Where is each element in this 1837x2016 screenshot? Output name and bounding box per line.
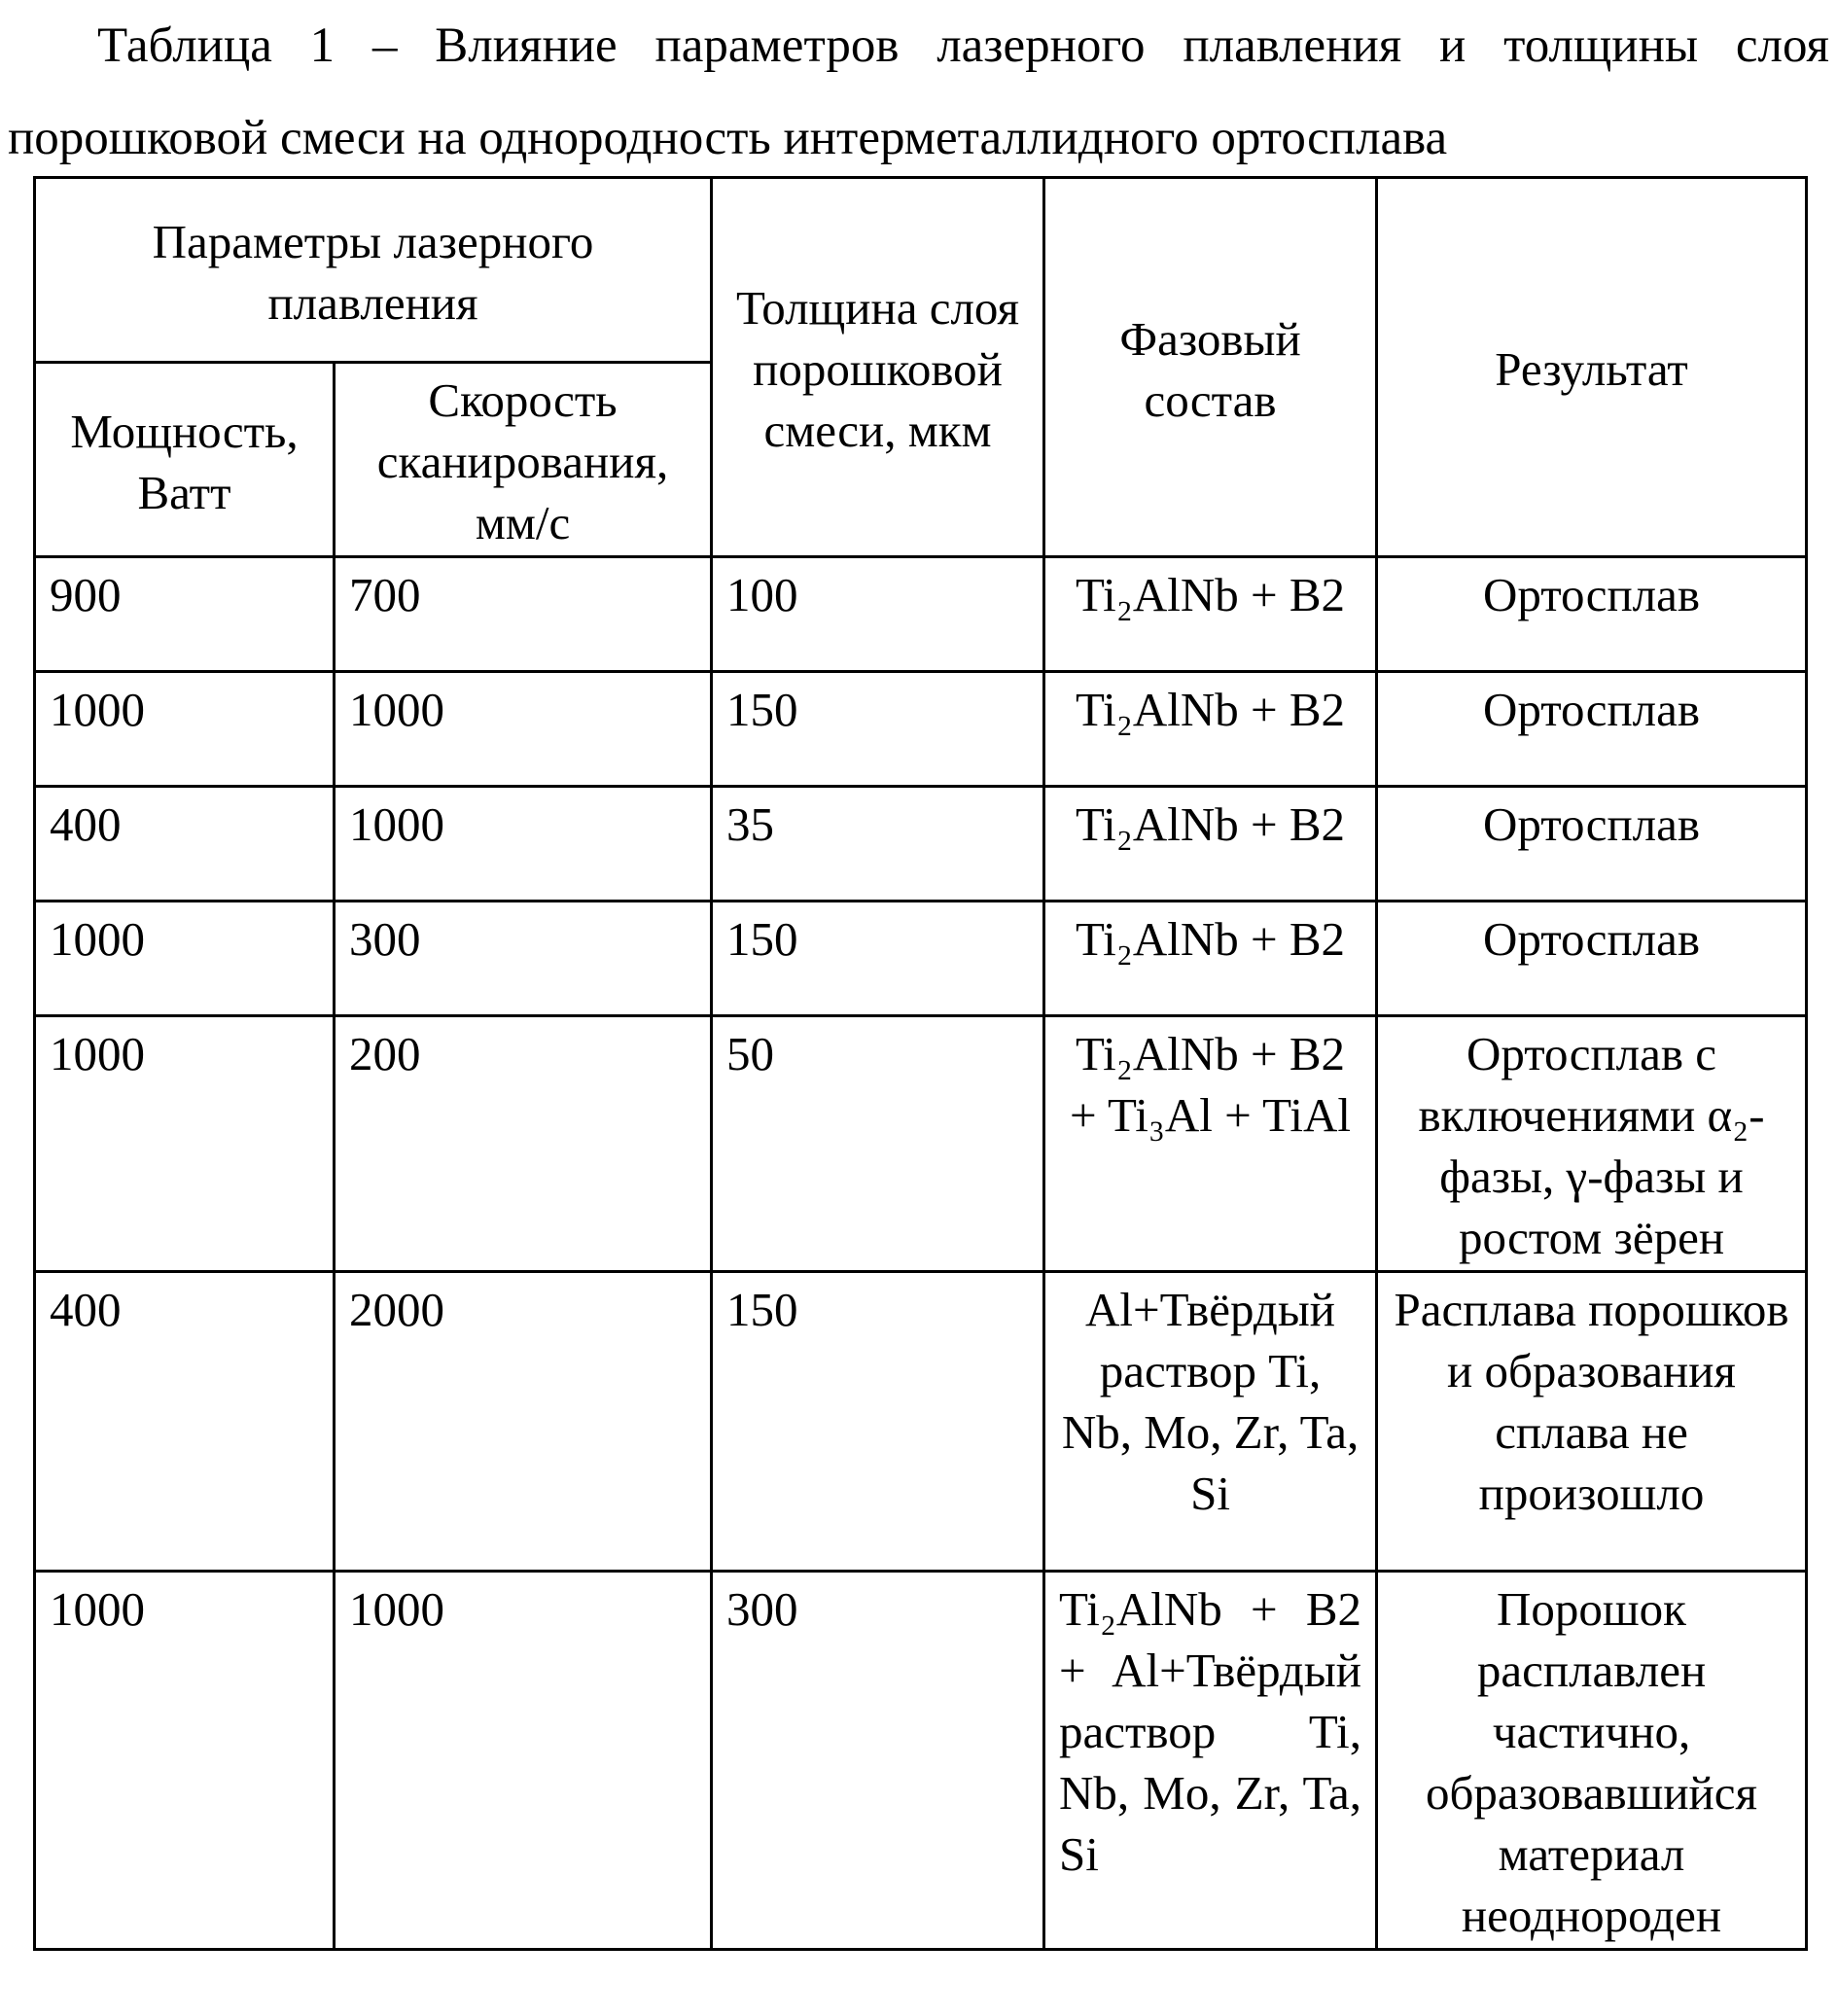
table-row xyxy=(35,557,1807,672)
table-row xyxy=(35,787,1807,902)
cell-power: 900 xyxy=(35,557,335,672)
cell-speed: 1000 xyxy=(335,1572,712,1950)
cell-result: Ортосплав xyxy=(1377,672,1807,787)
cell-thickness: 150 xyxy=(712,1272,1044,1572)
header-row-1 xyxy=(35,178,1807,363)
header-result: Результат xyxy=(1377,178,1807,557)
cell-speed: 300 xyxy=(335,902,712,1016)
cell-phase: Ti₂AlNb + B2 xyxy=(1044,787,1377,902)
header-laser-params: Параметры лазерного плавления xyxy=(35,178,712,363)
cell-thickness: 35 xyxy=(712,787,1044,902)
cell-result: Ортосплав xyxy=(1377,557,1807,672)
table-row xyxy=(35,672,1807,787)
cell-power: 1000 xyxy=(35,902,335,1016)
header-speed: Скорость сканирования, мм/с xyxy=(335,363,712,557)
results-table xyxy=(33,176,1808,1951)
cell-result: Ортосплав с включениями α₂-фазы, γ-фазы и ростом зёрен xyxy=(1377,1016,1807,1272)
cell-power: 1000 xyxy=(35,1016,335,1272)
cell-thickness: 50 xyxy=(712,1016,1044,1272)
cell-thickness: 150 xyxy=(712,672,1044,787)
caption-line-2: порошковой смеси на однородность интерметаллидного ортосплава xyxy=(8,111,1448,165)
cell-thickness: 300 xyxy=(712,1572,1044,1950)
caption-line-1: Таблица 1 – Влияние параметров лазерного плавления и толщины слоя xyxy=(97,18,1829,73)
header-thickness: Толщина слоя порошковой смеси, мкм xyxy=(712,178,1044,557)
header-phase: Фазовый состав xyxy=(1044,178,1377,557)
cell-result: Ортосплав xyxy=(1377,787,1807,902)
cell-result: Ортосплав xyxy=(1377,902,1807,1016)
cell-speed: 1000 xyxy=(335,672,712,787)
cell-speed: 700 xyxy=(335,557,712,672)
cell-speed: 200 xyxy=(335,1016,712,1272)
cell-result: Порошок расплавлен частично, образовавшийся материал неоднороден xyxy=(1377,1572,1807,1950)
cell-phase: Ti₂AlNb + B2 xyxy=(1044,557,1377,672)
cell-power: 400 xyxy=(35,1272,335,1572)
cell-speed: 1000 xyxy=(335,787,712,902)
cell-power: 400 xyxy=(35,787,335,902)
cell-phase: Ti₂AlNb + B2 xyxy=(1044,672,1377,787)
cell-phase: Ti₂AlNb + B2 + Al+Твёрдый раствор Ti, Nb, Mo, Zr, Ta, Si xyxy=(1044,1572,1377,1950)
cell-phase: Ti₂AlNb + B2 + Ti₃Al + TiAl xyxy=(1044,1016,1377,1272)
cell-power: 1000 xyxy=(35,1572,335,1950)
cell-phase: Al+Твёрдый раствор Ti, Nb, Mo, Zr, Ta, Si xyxy=(1044,1272,1377,1572)
cell-speed: 2000 xyxy=(335,1272,712,1572)
cell-thickness: 150 xyxy=(712,902,1044,1016)
table-row xyxy=(35,1572,1807,1950)
header-power: Мощность, Ватт xyxy=(35,363,335,557)
cell-thickness: 100 xyxy=(712,557,1044,672)
cell-phase: Ti₂AlNb + B2 xyxy=(1044,902,1377,1016)
table-row xyxy=(35,1016,1807,1272)
table-row xyxy=(35,1272,1807,1572)
cell-result: Расплава порошков и образования сплава не произошло xyxy=(1377,1272,1807,1572)
cell-power: 1000 xyxy=(35,672,335,787)
table-caption xyxy=(8,0,1829,185)
table-row xyxy=(35,902,1807,1016)
